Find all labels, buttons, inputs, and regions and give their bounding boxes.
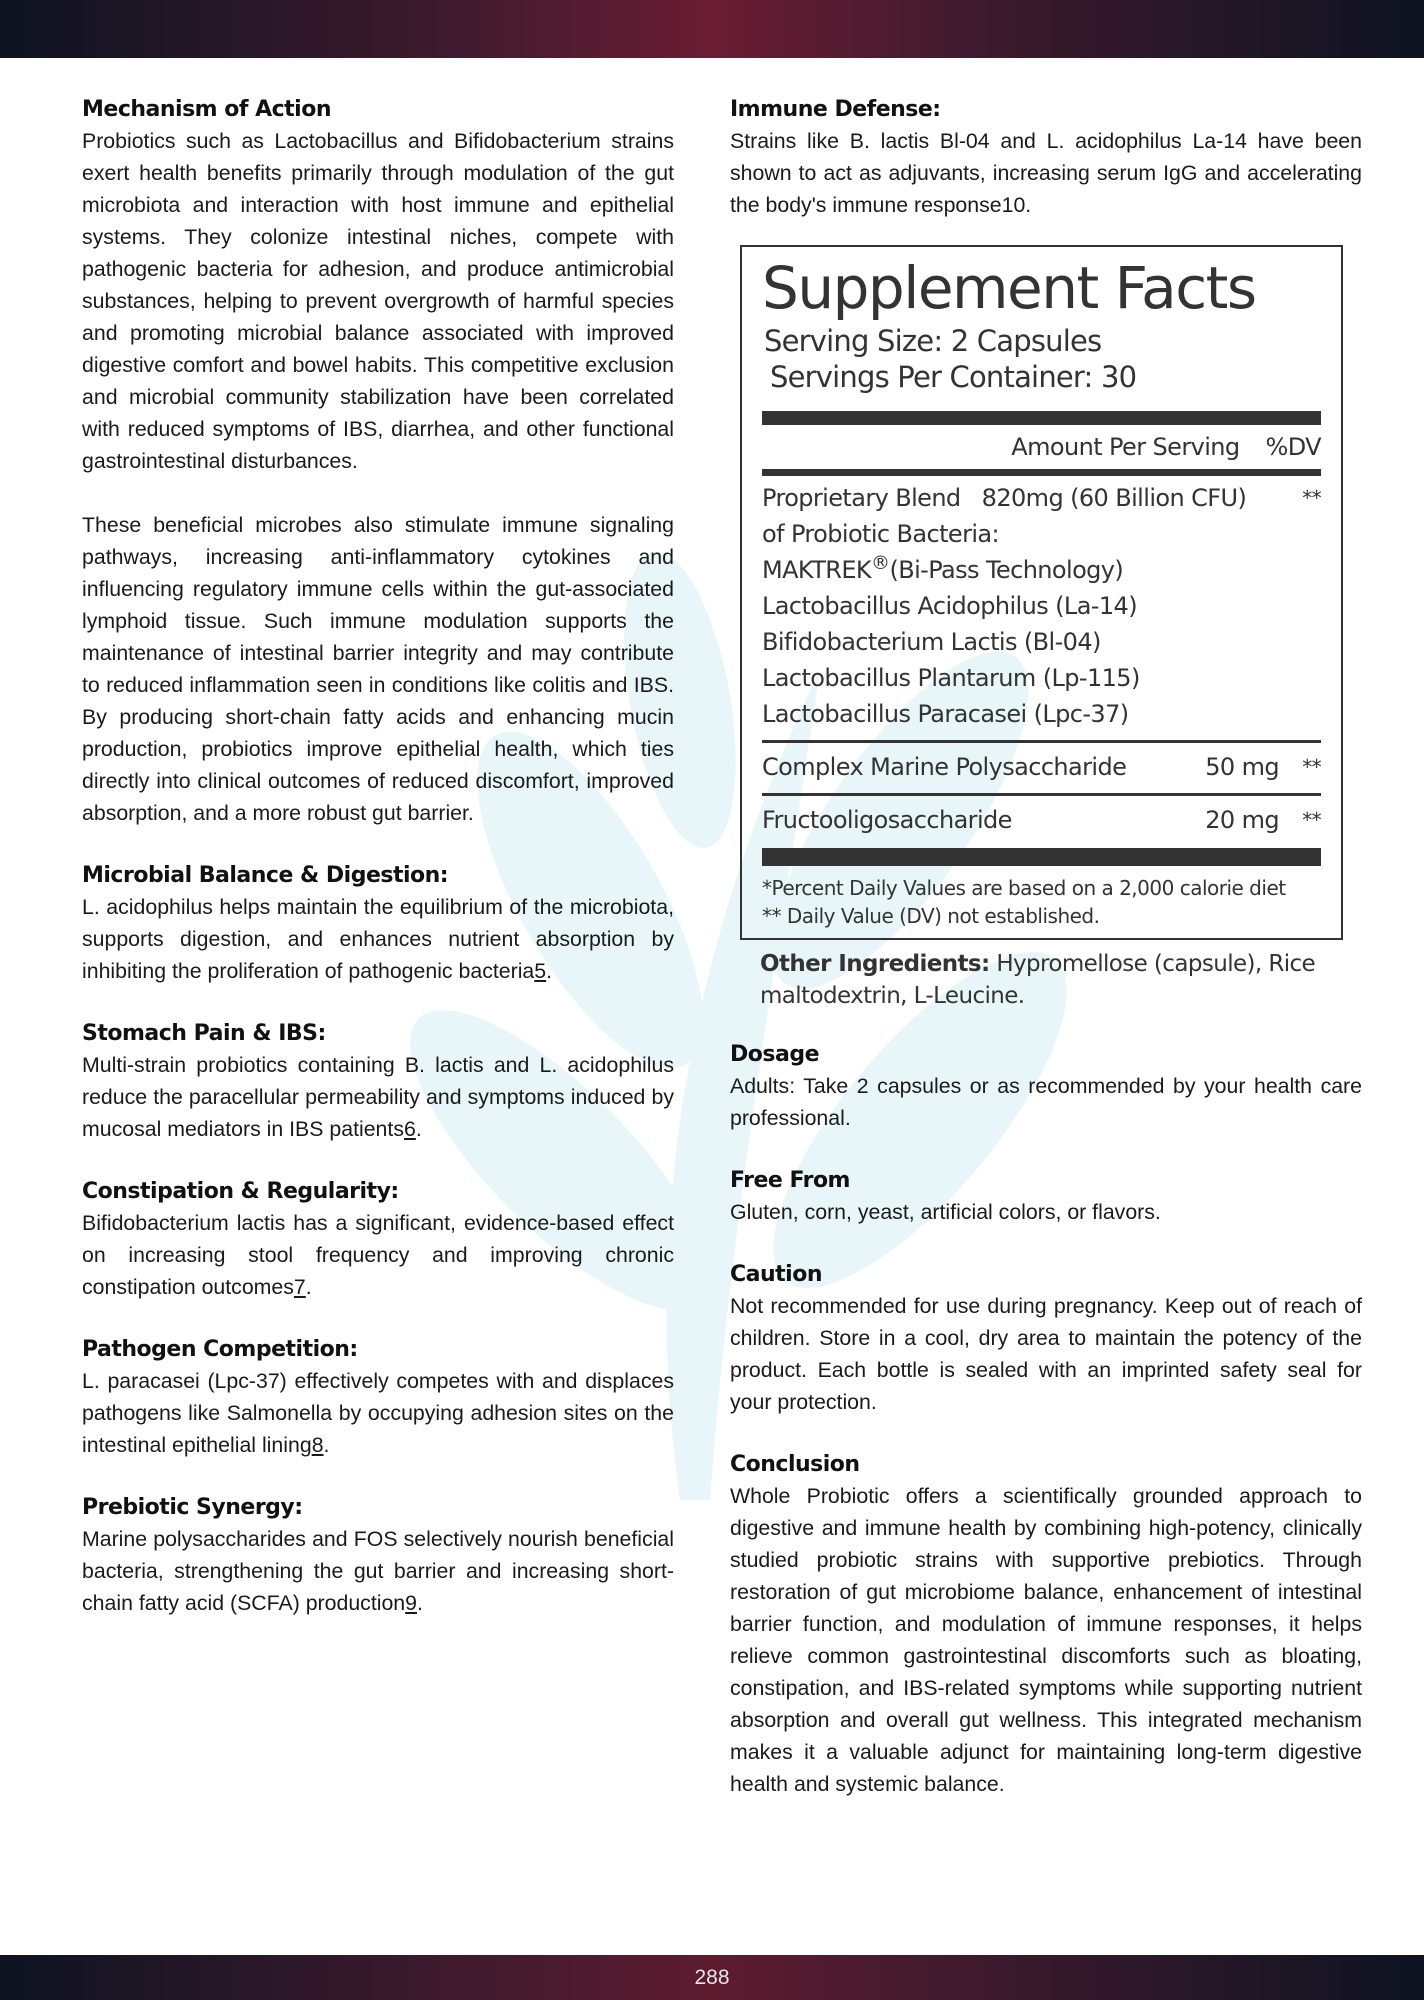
free-from-text: Gluten, corn, yeast, artificial colors, or flavors. — [730, 1200, 1161, 1224]
strain-item: Bifidobacterium Lactis (Bl-04) — [762, 628, 1101, 656]
immune-text: Strains like B. lactis Bl-04 and L. acidophilus La-14 have been shown to act as adjuvants, increasing serum IgG and accelerating the body's immune response10. — [730, 129, 1362, 217]
facts-divider — [762, 740, 1321, 743]
mechanism-paragraph-1: Probiotics such as Lactobacillus and Bifidobacterium strains exert health benefits primarily through modulation of the gut microbiota and interaction with host immune and epithelial systems. They colonize intestinal niches, compete with pathogenic bacteria for adhesion, and produce antimicrobial substances, helping to prevent overgrowth of harmful species and promoting microbial balance associated with improved digestive comfort and bowel habits. This competitive exclusion and microbial community stabilization have been correlated with reduced symptoms of IBS, diarrhea, and other functional gastrointestinal disturbances. — [82, 129, 674, 473]
prebiotic-section — [82, 1493, 674, 1619]
mechanism-section — [82, 95, 674, 477]
constipation-text: Bifidobacterium lactis has a significant, evidence-based effect on increasing stool frequency and improving chronic constipation outcomes7. — [82, 1211, 674, 1299]
facts-divider — [762, 848, 1321, 866]
amount-per-serving-label: Amount Per Serving — [1011, 433, 1240, 461]
amount-header-row — [762, 425, 1321, 469]
prebiotic-heading: Prebiotic Synergy: — [82, 1495, 303, 1520]
facts-divider — [762, 411, 1321, 425]
pathogen-heading: Pathogen Competition: — [82, 1337, 358, 1362]
free-from-section — [730, 1166, 1362, 1228]
reference-link-8[interactable]: 8 — [311, 1433, 324, 1457]
reference-link-9[interactable]: 9 — [405, 1591, 418, 1615]
microbial-balance-section — [82, 861, 674, 987]
strain-item: Lactobacillus Paracasei (Lpc-37) — [762, 700, 1129, 728]
caution-text: Not recommended for use during pregnancy. Keep out of reach of children. Store in a cool, dry area to maintain the potency of the product. Each bottle is sealed with an imprinted safety seal for your protection. — [730, 1294, 1362, 1414]
header-band — [0, 0, 1424, 58]
servings-per-container: Servings Per Container: 30 — [770, 360, 1137, 394]
page-number: 288 — [694, 1965, 730, 1989]
pathogen-section — [82, 1335, 674, 1461]
mechanism-paragraph-2: These beneficial microbes also stimulate immune signaling pathways, increasing anti-inflammatory cytokines and influencing regulatory immune cells within the gut-associated lymphoid tissue. Such immune modulation supports the maintenance of intestinal barrier integrity and may contribute to reduced inflammation seen in conditions like colitis and IBS. By producing short-chain fatty acids and enhancing mucin production, probiotics improve epithelial health, which ties directly into clinical outcomes of reduced discomfort, improved absorption, and a more robust gut barrier. — [82, 513, 674, 825]
conclusion-heading: Conclusion — [730, 1452, 860, 1477]
dv-header: %DV — [1265, 433, 1321, 461]
fructooligosaccharide-row: Fructooligosaccharide 20 mg ** — [762, 806, 1321, 834]
serving-size: Serving Size: 2 Capsules — [764, 324, 1102, 358]
reference-link-5[interactable]: 5 — [534, 959, 547, 983]
stomach-pain-heading: Stomach Pain & IBS: — [82, 1021, 326, 1046]
blend-row — [762, 480, 1321, 516]
reference-link-6[interactable]: 6 — [403, 1117, 416, 1141]
marine-polysaccharide-row: Complex Marine Polysaccharide 50 mg ** — [762, 753, 1321, 781]
facts-title: Supplement Facts — [762, 254, 1256, 322]
free-from-heading: Free From — [730, 1168, 850, 1193]
facts-footnote-1: *Percent Daily Values are based on a 2,000 calorie diet — [762, 876, 1286, 900]
dosage-section — [730, 1040, 1362, 1134]
facts-divider — [762, 469, 1321, 476]
left-column — [82, 95, 674, 1651]
microbial-balance-text: L. acidophilus helps maintain the equilibrium of the microbiota, supports digestion, and enhances nutrient absorption by inhibiting the proliferation of pathogenic bacteria5. — [82, 895, 674, 983]
immune-heading: Immune Defense: — [730, 97, 941, 122]
stomach-pain-section — [82, 1019, 674, 1145]
blend-sub: of Probiotic Bacteria: — [762, 520, 999, 548]
caution-heading: Caution — [730, 1262, 822, 1287]
maktrek-line: MAKTREK®(Bi-Pass Technology) — [762, 552, 1124, 584]
facts-divider — [762, 793, 1321, 796]
supplement-facts-panel — [740, 245, 1343, 940]
conclusion-section — [730, 1450, 1362, 1800]
mechanism-section-2 — [82, 509, 674, 829]
conclusion-text: Whole Probiotic offers a scientifically grounded approach to digestive and immune health by combining high-potency, clinically studied probiotic strains with supportive prebiotics. Through restoration of gut microbiome balance, enhancement of intestinal barrier function, and modulation of immune responses, it helps relieve common gastrointestinal discomforts such as bloating, constipation, and IBS-related symptoms while supporting nutrient absorption and overall gut wellness. This integrated mechanism makes it a valuable adjunct for maintaining long-term digestive health and systemic balance. — [730, 1484, 1362, 1796]
immune-section — [730, 95, 1362, 221]
stomach-pain-text: Multi-strain probiotics containing B. lactis and L. acidophilus reduce the paracellular permeability and symptoms induced by mucosal mediators in IBS patients6. — [82, 1053, 674, 1141]
prebiotic-text: Marine polysaccharides and FOS selectively nourish beneficial bacteria, strengthening the gut barrier and increasing short-chain fatty acid (SCFA) production9. — [82, 1527, 674, 1615]
constipation-section — [82, 1177, 674, 1303]
microbial-balance-heading: Microbial Balance & Digestion: — [82, 863, 449, 888]
pathogen-text: L. paracasei (Lpc-37) effectively competes with and displaces pathogens like Salmonella by occupying adhesion sites on the intestinal epithelial lining8. — [82, 1369, 674, 1457]
dosage-heading: Dosage — [730, 1042, 819, 1067]
dosage-text: Adults: Take 2 capsules or as recommended by your health care professional. — [730, 1074, 1362, 1130]
facts-footnote-2: ** Daily Value (DV) not established. — [762, 904, 1100, 928]
footer-band — [0, 1955, 1424, 2000]
registered-mark-icon: ® — [871, 552, 890, 574]
caution-section — [730, 1260, 1362, 1418]
constipation-heading: Constipation & Regularity: — [82, 1179, 399, 1204]
strain-item: Lactobacillus Plantarum (Lp-115) — [762, 664, 1140, 692]
reference-link-7[interactable]: 7 — [293, 1275, 306, 1299]
other-ingredients: Other Ingredients: Hypromellose (capsule), Rice maltodextrin, L-Leucine. — [760, 951, 1316, 1009]
right-column — [730, 95, 1362, 1832]
mechanism-heading: Mechanism of Action — [82, 97, 331, 122]
blend-line: Proprietary Blend 820mg (60 Billion CFU) — [762, 484, 1247, 512]
strain-item: Lactobacillus Acidophilus (La-14) — [762, 592, 1137, 620]
blend-dv: ** — [1302, 486, 1321, 510]
